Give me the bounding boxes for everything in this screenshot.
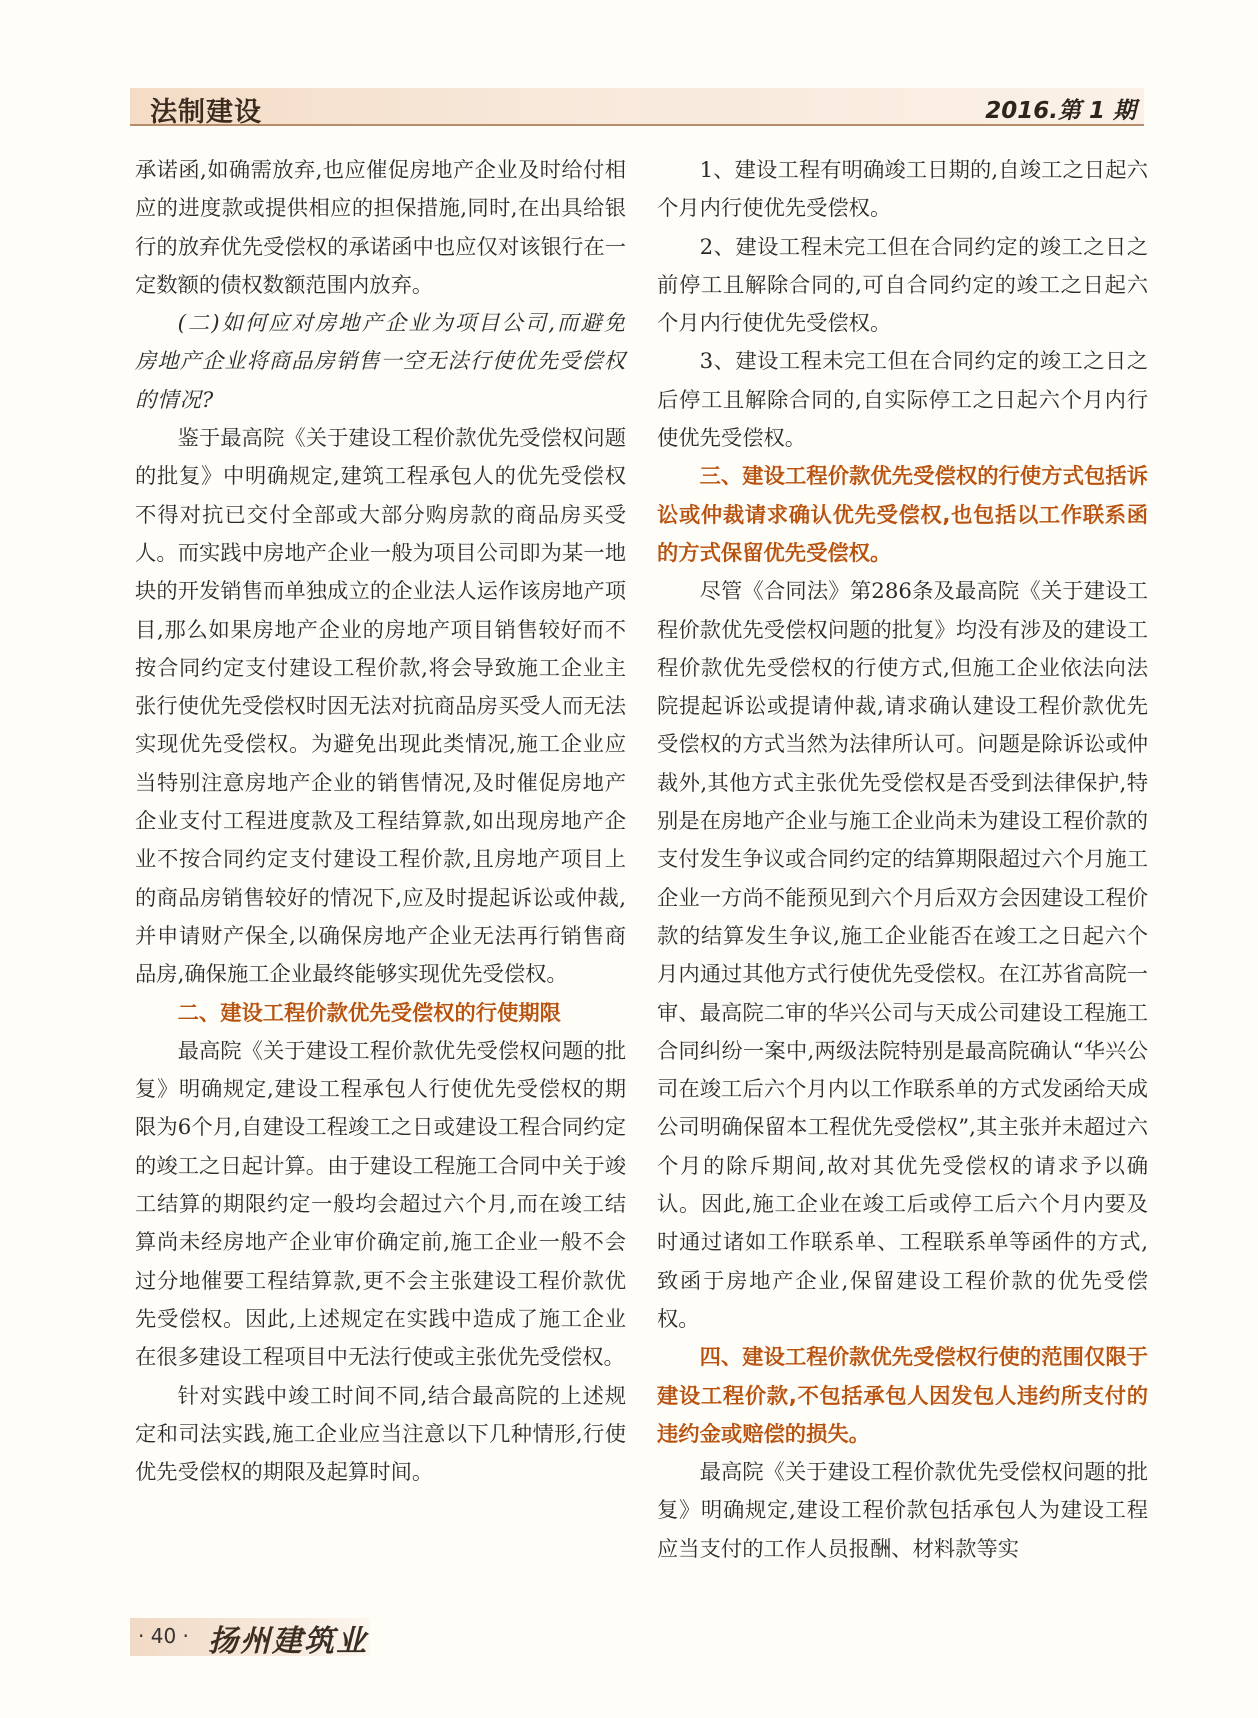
issue-number: 2016.第 1 期	[985, 98, 1136, 124]
paragraph: 最高院《关于建设工程价款优先受偿权问题的批复》明确规定,建设工程承包人行使优先受偿权的期限为6个月,自建设工程竣工之日或建设工程合同约定的竣工之日起计算。由于建设工程施工合同中关于竣工结算的期限约定一般均会超过六个月,而在竣工结算尚未经房地产企业审价确定前,施工企业一般不会过分地催要工程结算款,更不会主张建设工程价款优先受偿权。因此,上述规定在实践中造成了施工企业在很多建设工程项目中无法行使或主张优先受偿权。	[135, 1038, 626, 1371]
paragraph: 2、建设工程未完工但在合同约定的竣工之日之前停工且解除合同的,可自合同约定的竣工之日起六个月内行使优先受偿权。	[657, 234, 1148, 337]
paragraph: 3、建设工程未完工但在合同约定的竣工之日之后停工且解除合同的,自实际停工之日起六个月内行使优先受偿权。	[657, 349, 1148, 452]
page-number: · 40 ·	[138, 1624, 189, 1648]
paragraph: 针对实践中竣工时间不同,结合最高院的上述规定和司法实践,施工企业应当注意以下几种情形,行使优先受偿权的期限及起算时间。	[135, 1383, 626, 1486]
paragraph: 承诺函,如确需放弃,也应催促房地产企业及时给付相应的进度款或提供相应的担保措施,同时,在出具给银行的放弃优先受偿权的承诺函中也应仅对该银行在一定数额的债权数额范围内放弃。	[135, 158, 626, 298]
paragraph: 1、建设工程有明确竣工日期的,自竣工之日起六个月内行使优先受偿权。	[657, 158, 1148, 222]
page-footer	[130, 1618, 370, 1659]
magazine-logo: 扬州建筑业	[208, 1624, 368, 1659]
section-heading: 三、建设工程价款优先受偿权的行使方式包括诉讼或仲裁请求确认优先受偿权,也包括以工作联系函的方式保留优先受偿权。	[657, 464, 1148, 566]
paragraph: 最高院《关于建设工程价款优先受偿权问题的批复》明确规定,建设工程价款包括承包人为建设工程应当支付的工作人员报酬、材料款等实	[657, 1460, 1148, 1562]
section-heading: 四、建设工程价款优先受偿权行使的范围仅限于建设工程价款,不包括承包人因发包人违约所支付的违约金或赔偿的损失。	[657, 1345, 1148, 1447]
paragraph: 尽管《合同法》第286条及最高院《关于建设工程价款优先受偿权问题的批复》均没有涉及的建设工程价款优先受偿权的行使方式,但施工企业依法向法院提起诉讼或提请仲裁,请求确认建设工程价款优先受偿权的方式当然为法律所认可。问题是除诉讼或仲裁外,其他方式主张优先受偿权是否受到法律保护,特别是在房地产企业与施工企业尚未为建设工程价款的支付发生争议或合同约定的结算期限超过六个月施工企业一方尚不能预见到六个月后双方会因建设工程价款的结算发生争议,施工企业能否在竣工之日起六个月内通过其他方式行使优先受偿权。在江苏省高院一审、最高院二审的华兴公司与天成公司建设工程施工合同纠纷一案中,两级法院特别是最高院确认“华兴公司在竣工后六个月内以工作联系单的方式发函给天成公司明确保留本工程优先受偿权”,其主张并未超过六个月的除斥期间,故对其优先受偿权的请求予以确认。因此,施工企业在竣工后或停工后六个月内要及时通过诸如工作联系单、工程联系单等函件的方式,致函于房地产企业,保留建设工程价款的优先受偿权。	[657, 579, 1148, 1332]
paragraph: 鉴于最高院《关于建设工程价款优先受偿权问题的批复》中明确规定,建筑工程承包人的优先受偿权不得对抗已交付全部或大部分购房款的商品房买受人。而实践中房地产企业一般为项目公司即为某一地块的开发销售而单独成立的企业法人运作该房地产项目,那么如果房地产企业的房地产项目销售较好而不按合同约定支付建设工程价款,将会导致施工企业主张行使优先受偿权时因无法对抗商品房买受人而无法实现优先受偿权。为避免出现此类情况,施工企业应当特别注意房地产企业的销售情况,及时催促房地产企业支付工程进度款及工程结算款,如出现房地产企业不按合同约定支付建设工程价款,且房地产项目上的商品房销售较好的情况下,应及时提起诉讼或仲裁,并申请财产保全,以确保房地产企业无法再行销售商品房,确保施工企业最终能够实现优先受偿权。	[135, 426, 626, 988]
section-title: 法制建设	[150, 97, 262, 128]
paragraph: (二)如何应对房地产企业为项目公司,而避免房地产企业将商品房销售一空无法行使优先受偿权的情况?	[135, 311, 626, 413]
section-heading: 二、建设工程价款优先受偿权的行使期限	[177, 1000, 561, 1026]
left-column	[135, 152, 626, 1492]
right-column	[657, 152, 1148, 1569]
page-header	[130, 88, 1144, 126]
